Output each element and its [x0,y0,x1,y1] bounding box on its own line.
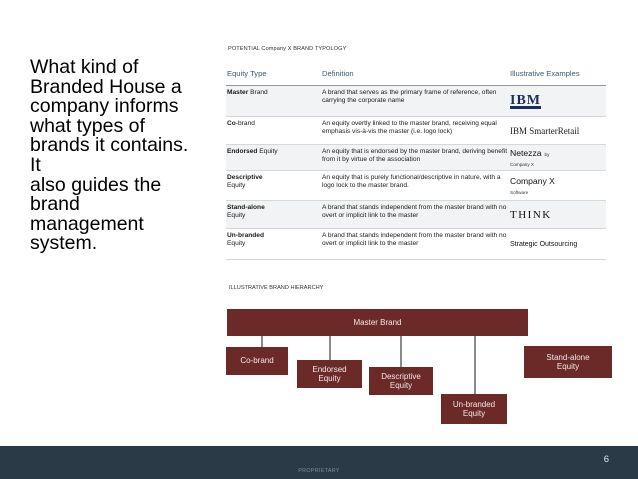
example-text: THINK [510,208,552,221]
table-row [226,145,606,171]
header-examples: Illustrative Examples [510,69,580,78]
equity-type-suffix: Brand [248,89,268,96]
slide-question-text: What kind of Branded House a company informs what types of brands it contains. It also guides the brand management system. [30,56,189,255]
unbranded-equity-box: Un-branded Equity [441,394,507,424]
equity-type-sub: Equity [227,182,246,190]
example-text: IBM SmarterRetail [510,125,580,136]
typology-title: POTENTIAL Company X BRAND TYPOLOGY [228,46,347,52]
example-cell [510,117,606,144]
example-small-text: by [544,151,550,157]
definition-cell: An equity that is endorsed by the master brand, deriving benefit from it by virtue of the association [322,148,508,164]
connector-descriptive [400,336,402,367]
definition-cell: A brand that stands independent from the master brand with no overt or implicit link to the master [322,232,507,248]
example-cell [510,145,606,170]
example-text: Netezza [510,147,542,158]
equity-type-cell [226,201,322,228]
equity-type-cell [226,117,322,144]
example-text: IBM [510,93,541,109]
example-cell [510,201,606,228]
equity-type-name: Co [227,120,236,127]
endorsed-equity-box: Endorsed Equity [297,360,362,388]
equity-type-suffix: -brand [235,120,255,127]
definition-cell: A brand that stands independent from the master brand with no overt or implicit link to the master [322,204,507,220]
equity-type-cell [226,86,322,116]
page-number: 6 [603,454,609,465]
example-cell [510,171,606,200]
equity-type-sub: Equity [227,212,246,220]
standalone-equity-box: Stand-alone Equity [524,346,612,378]
table-row [226,229,606,260]
connector-unbranded [474,336,476,394]
table-row [226,201,606,229]
table-header [226,62,606,86]
hierarchy-title: ILLUSTRATIVE BRAND HIERARCHY [229,285,324,291]
example-sub-text: Company X [510,162,535,167]
descriptive-equity-box: Descriptive Equity [369,367,433,395]
footer-proprietary-label: PROPRIETARY [298,468,340,474]
equity-type-name: Stand-alone [227,204,265,211]
example-text: Company X [510,175,555,186]
definition-cell: An equity that is purely functional/descriptive in nature, with a logo lock to the master brand. [322,174,501,190]
header-equity-type: Equity Type [227,69,267,78]
equity-type-name: Master [227,89,249,96]
equity-type-suffix: Equity [257,148,278,155]
equity-type-name: Descriptive [227,174,263,181]
definition-cell: An equity overtly linked to the master brand, receiving equal emphasis vis-à-vis the master (i.e. logo lock) [322,120,497,136]
definition-cell: A brand that serves as the primary frame of reference, often carrying the corporate name [322,89,497,105]
example-text: Strategic Outsourcing [510,241,578,249]
header-definition: Definition [322,69,354,78]
equity-type-name: Un-branded [227,232,264,239]
equity-type-cell [226,229,322,259]
table-row [226,86,606,117]
connector-cobrand [261,336,263,347]
footer-bar [0,446,638,479]
equity-type-cell [226,171,322,200]
example-sub-text: Software [510,190,529,195]
equity-type-name: Endorsed [227,148,258,155]
cobrand-box: Co-brand [226,347,288,375]
example-cell [510,229,606,259]
equity-type-cell [226,145,322,170]
connector-endorsed [329,336,331,360]
example-cell [510,86,606,116]
equity-type-sub: Equity [227,240,246,248]
master-brand-box: Master Brand [227,309,528,336]
table-row [226,117,606,145]
table-row [226,171,606,201]
brand-typology-table [226,62,606,260]
